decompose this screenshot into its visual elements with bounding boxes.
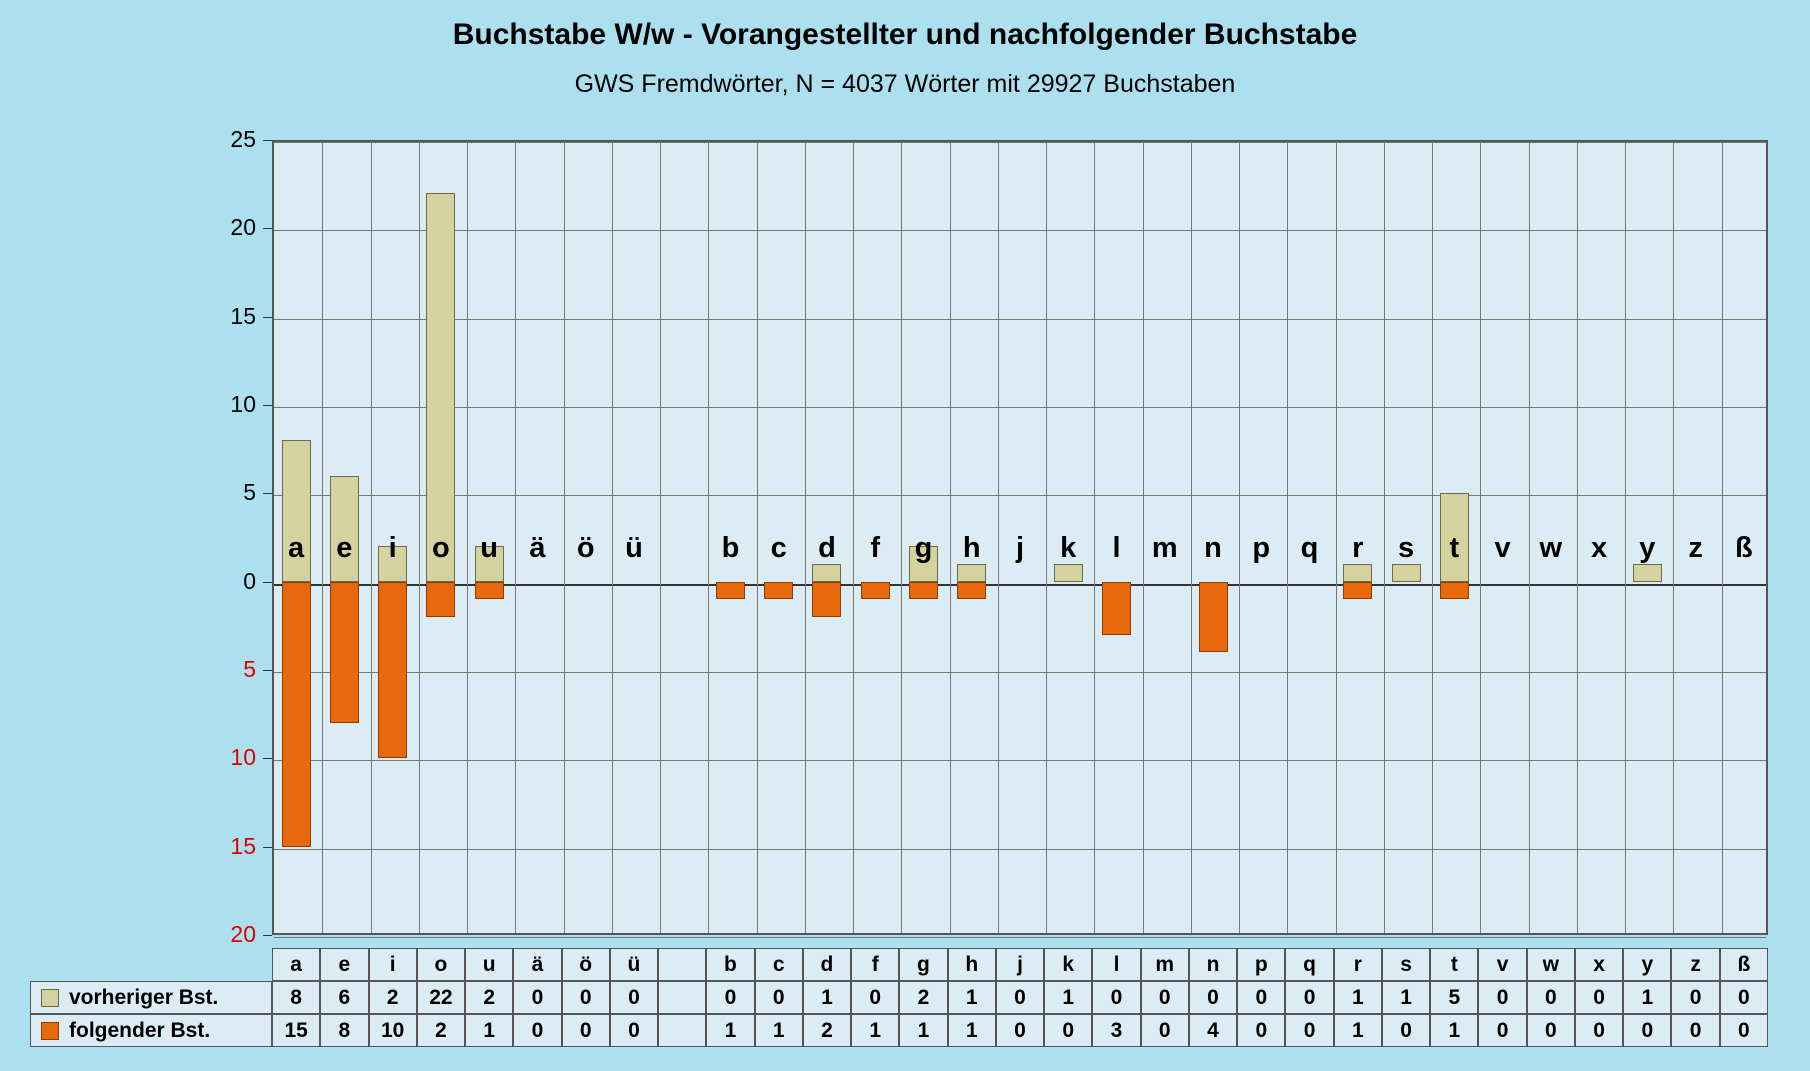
bar-following-letter: [812, 582, 841, 617]
table-cell: 1: [948, 981, 996, 1014]
table-cell: 0: [1141, 1014, 1189, 1047]
page-subtitle: GWS Fremdwörter, N = 4037 Wörter mit 29927 Buchstaben: [574, 70, 1236, 98]
page-title: Buchstabe W/w - Vorangestellter und nachfolgender Buchstabe: [452, 18, 1358, 51]
y-axis-tick-label: 5: [243, 479, 256, 506]
table-cell: 0: [1671, 1014, 1719, 1047]
table-cell: 0: [1575, 981, 1623, 1014]
table-cell: 0: [996, 981, 1044, 1014]
table-cell: 1: [1044, 981, 1092, 1014]
bar-previous-letter: [812, 564, 841, 582]
category-letter: l: [1112, 531, 1121, 564]
table-cell: 0: [1478, 1014, 1526, 1047]
legend-label: folgender Bst.: [69, 1018, 211, 1042]
table-cell: 6: [320, 981, 368, 1014]
category-letter: z: [1688, 531, 1703, 564]
table-cell: 0: [1285, 981, 1333, 1014]
table-cell: 0: [851, 981, 899, 1014]
category-letter: e: [336, 531, 353, 564]
table-cell: 0: [562, 981, 610, 1014]
gridline-h: [274, 319, 1766, 320]
legend-swatch-icon: [41, 989, 59, 1007]
table-cell: 1: [755, 1014, 803, 1047]
category-letter: p: [1252, 531, 1271, 564]
table-cell: 1: [1334, 981, 1382, 1014]
table-header-cell: e: [320, 948, 368, 981]
table-header-cell: k: [1044, 948, 1092, 981]
category-letter: f: [870, 531, 881, 564]
table-header-cell: t: [1430, 948, 1478, 981]
category-letter: q: [1300, 531, 1319, 564]
table-cell: 3: [1092, 1014, 1140, 1047]
y-axis-tick-mark: [263, 582, 272, 583]
table-cell: 0: [1575, 1014, 1623, 1047]
category-letter: m: [1151, 531, 1178, 564]
table-header-cell: h: [948, 948, 996, 981]
bar-following-letter: [1102, 582, 1131, 635]
gridline-v: [660, 142, 661, 933]
table-cell: 0: [513, 1014, 561, 1047]
category-letter: h: [962, 531, 981, 564]
category-letter: s: [1397, 531, 1415, 564]
table-cell: 2: [369, 981, 417, 1014]
y-axis-tick-label: 15: [230, 832, 256, 859]
y-axis-tick-mark: [263, 405, 272, 406]
table-cell: 2: [465, 981, 513, 1014]
table-cell: [658, 1014, 706, 1047]
bar-previous-letter: [1392, 564, 1421, 582]
legend-swatch-icon: [41, 1022, 59, 1040]
category-letter: y: [1639, 531, 1656, 564]
table-cell: 0: [610, 981, 658, 1014]
gridline-h: [274, 760, 1766, 761]
table-cell: 0: [1044, 1014, 1092, 1047]
category-letter: j: [1015, 531, 1025, 564]
category-letter: c: [770, 531, 787, 564]
table-cell: 0: [1623, 1014, 1671, 1047]
table-header-cell: p: [1237, 948, 1285, 981]
bar-previous-letter: [1343, 564, 1372, 582]
table-header-cell: a: [272, 948, 320, 981]
category-letter: b: [721, 531, 740, 564]
bar-previous-letter: [1054, 564, 1083, 582]
bar-following-letter: [475, 582, 504, 600]
table-cell: 0: [513, 981, 561, 1014]
table-cell: [658, 981, 706, 1014]
table-row: [0, 1014, 1750, 1047]
category-letter: u: [480, 531, 499, 564]
table-header-cell: w: [1527, 948, 1575, 981]
data-table: [0, 948, 1810, 1048]
table-cell: 0: [1382, 1014, 1430, 1047]
y-axis-tick-label: 0: [243, 567, 256, 594]
table-header-cell: i: [369, 948, 417, 981]
table-header-cell: u: [465, 948, 513, 981]
table-header-cell: j: [996, 948, 1044, 981]
bar-previous-letter: [1633, 564, 1662, 582]
table-header-cell: d: [803, 948, 851, 981]
table-cell: 0: [562, 1014, 610, 1047]
table-cell: 1: [1623, 981, 1671, 1014]
bar-following-letter: [330, 582, 359, 723]
y-axis-tick-mark: [263, 935, 272, 936]
gridline-h: [274, 672, 1766, 673]
table-header-cell: y: [1623, 948, 1671, 981]
table-header-cell: v: [1478, 948, 1526, 981]
table-cell: 0: [1478, 981, 1526, 1014]
gridline-h: [274, 407, 1766, 408]
y-axis-tick-label: 20: [230, 214, 256, 241]
table-header-cell: ß: [1720, 948, 1768, 981]
table-row: [0, 981, 1750, 1014]
table-cell: 1: [899, 1014, 947, 1047]
table-cell: 1: [706, 1014, 754, 1047]
table-cell: 2: [417, 1014, 465, 1047]
table-header-cell: g: [899, 948, 947, 981]
table-cell: 0: [1141, 981, 1189, 1014]
table-cell: 0: [1527, 1014, 1575, 1047]
table-cell: 8: [272, 981, 320, 1014]
y-axis-tick-mark: [263, 670, 272, 671]
y-axis-tick-label: 15: [230, 302, 256, 329]
table-cell: 1: [1430, 1014, 1478, 1047]
bar-following-letter: [861, 582, 890, 600]
gridline-h: [274, 495, 1766, 496]
table-cell: 1: [465, 1014, 513, 1047]
category-letter: ö: [576, 531, 595, 564]
table-cell: 0: [610, 1014, 658, 1047]
category-letter: g: [914, 531, 933, 564]
table-header-cell: z: [1671, 948, 1719, 981]
table-cell: 0: [755, 981, 803, 1014]
table-cell: 4: [1189, 1014, 1237, 1047]
bar-previous-letter: [330, 476, 359, 582]
table-cell: 8: [320, 1014, 368, 1047]
category-letter: i: [388, 531, 397, 564]
table-cell: 0: [1189, 981, 1237, 1014]
bar-following-letter: [282, 582, 311, 847]
table-cell: 0: [706, 981, 754, 1014]
gridline-h: [274, 937, 1766, 938]
table-header-cell: [658, 948, 706, 981]
table-cell: 0: [1720, 981, 1768, 1014]
category-letter: v: [1494, 531, 1511, 564]
category-letter: k: [1060, 531, 1077, 564]
bar-following-letter: [378, 582, 407, 759]
legend-label: vorheriger Bst.: [69, 985, 219, 1009]
table-cell: 0: [1237, 981, 1285, 1014]
category-letter: a: [288, 531, 305, 564]
table-cell: 0: [996, 1014, 1044, 1047]
table-cell: 1: [1382, 981, 1430, 1014]
table-header-cell: n: [1189, 948, 1237, 981]
table-cell: 0: [1527, 981, 1575, 1014]
bar-following-letter: [716, 582, 745, 600]
bar-following-letter: [957, 582, 986, 600]
category-letter: n: [1204, 531, 1222, 564]
y-axis-tick-label: 25: [230, 126, 256, 152]
category-letter: ß: [1735, 531, 1753, 564]
table-cell: 0: [1092, 981, 1140, 1014]
table-header-cell: f: [851, 948, 899, 981]
gridline-h: [274, 142, 1766, 143]
table-header-cell: ü: [610, 948, 658, 981]
bar-previous-letter: [426, 193, 455, 582]
y-axis-tick-label: 5: [243, 656, 256, 682]
table-cell: 0: [1285, 1014, 1333, 1047]
category-letter: o: [432, 531, 450, 564]
bar-following-letter: [1199, 582, 1228, 653]
gridline-h: [274, 230, 1766, 231]
table-cell: 5: [1430, 981, 1478, 1014]
y-axis-tick-mark: [263, 758, 272, 759]
y-axis-tick-mark: [263, 228, 272, 229]
legend-item-next: [30, 1014, 272, 1047]
table-header-row: [0, 948, 1751, 981]
category-letter: x: [1591, 531, 1608, 564]
table-cell: 0: [1720, 1014, 1768, 1047]
table-cell: 15: [272, 1014, 320, 1047]
category-letter: t: [1449, 531, 1460, 564]
category-letter: ü: [625, 531, 643, 564]
table-cell: 1: [1334, 1014, 1382, 1047]
category-letter: w: [1539, 531, 1563, 564]
table-cell: 1: [948, 1014, 996, 1047]
table-header-cell: l: [1092, 948, 1140, 981]
category-letter: d: [818, 531, 836, 564]
bar-following-letter: [1440, 582, 1469, 600]
bar-following-letter: [1343, 582, 1372, 600]
table-header-cell: b: [706, 948, 754, 981]
bar-following-letter: [764, 582, 793, 600]
table-header-cell: r: [1334, 948, 1382, 981]
y-axis-tick-label: 10: [230, 391, 256, 417]
category-letter: r: [1352, 531, 1364, 564]
bar-previous-letter: [957, 564, 986, 582]
table-header-cell: x: [1575, 948, 1623, 981]
table-header-cell: c: [755, 948, 803, 981]
table-header-cell: ä: [513, 948, 561, 981]
bar-following-letter: [909, 582, 938, 600]
y-axis-tick-label: 10: [230, 744, 256, 771]
table-header-cell: m: [1141, 948, 1189, 981]
table-cell: 0: [1671, 981, 1719, 1014]
y-axis-tick-label: 20: [230, 921, 256, 947]
gridline-h: [274, 849, 1766, 850]
table-cell: 1: [803, 981, 851, 1014]
table-header-cell: s: [1382, 948, 1430, 981]
y-axis-tick-mark: [263, 493, 272, 494]
table-cell: 2: [899, 981, 947, 1014]
table-cell: 1: [851, 1014, 899, 1047]
table-cell: 10: [369, 1014, 417, 1047]
y-axis-tick-mark: [263, 317, 272, 318]
table-header-cell: o: [417, 948, 465, 981]
table-corner-cell: [30, 948, 272, 981]
table-cell: 22: [417, 981, 465, 1014]
table-header-cell: ö: [562, 948, 610, 981]
legend-item-prev: [30, 981, 272, 1014]
y-axis-tick-mark: [263, 140, 272, 141]
bar-following-letter: [426, 582, 455, 617]
table-cell: 0: [1237, 1014, 1285, 1047]
table-cell: 2: [803, 1014, 851, 1047]
category-letter: ä: [529, 531, 546, 564]
y-axis-tick-mark: [263, 847, 272, 848]
table-header-cell: q: [1285, 948, 1333, 981]
